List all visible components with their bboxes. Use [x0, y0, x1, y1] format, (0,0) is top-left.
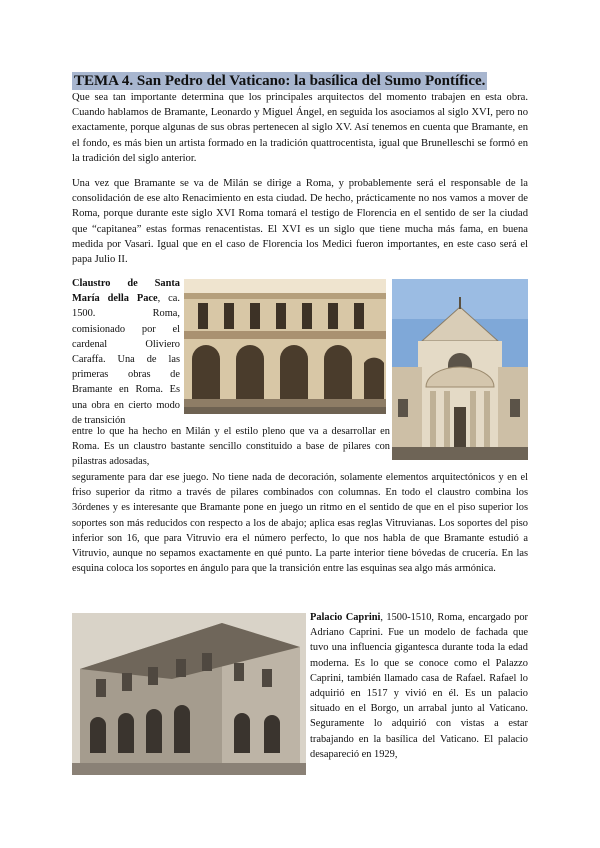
page-title: TEMA 4. San Pedro del Vaticano: la basílica del Sumo Pontífice.	[74, 73, 486, 89]
cloister-photo	[184, 279, 386, 414]
palazzo-caprini-image	[72, 613, 306, 775]
claustro-paragraph-middle: entre lo que ha hecho en Milán y el estilo pleno que va a desarrollar en Roma. Es un claustro bastante sencillo constituido a base de pilares con pilastras adosadas,	[72, 426, 390, 468]
claustro-paragraph-start	[72, 276, 180, 428]
palacio-name: Palacio Caprini	[310, 612, 381, 623]
palacio-paragraph	[310, 610, 528, 762]
church-facade-photo	[392, 279, 528, 460]
claustro-text-a: , ca. 1500. Roma, comisionado por el cardenal Oliviero Caraffa. Una de las primeras obras de Bramante en Roma. Es una obra en cierto modo de transición	[72, 293, 180, 426]
claustro-paragraph-end: seguramente para dar ese juego. No tiene nada de decoración, solamente elementos arquitectónicos y en el friso superior da ritmo a través de pilares combinados con columnas. En todo el claustro combina los 3órdenes y es interesante que Bramante pone en juego un ritmo en el sentido de que en el piso superior los soportes son más reducidos con respecto a los de abajo; aplica esas reglas Vitruvianas. Los soportes del piso inferior son 16, que para Vitruvio era el número perfecto, lo que nos habla de que Bramante estudió a Vitruvio, aunque no sepamos exactamente en qué punto. La parte interior tiene bóvedas de crucería. En las esquina coloca los soportes en ángulo para que la transición entre las esquinas sea algo más armónica.	[72, 472, 528, 575]
palacio-text: , 1500-1510, Roma, encargado por Adriano Caprini. Fue un modelo de fachada que tuvo una influencia gigantesca durante toda la edad moderna. Es lo que se conoce como el Palazzo Caprini, también llamado casa de Rafael. Rafael lo adquirió en 1517 y vivió en él. Es un palacio situado en el Borgo, un arrabal junto al Vaticano. Seguramente lo adquirió con vistas a estar trabajando en la basílica del Vaticano. El palacio desapareció en 1929,	[310, 612, 528, 760]
claustro-name: Claustro de Santa María della Pace	[72, 278, 180, 305]
intro-paragraph: Que sea tan importante determina que los principales arquitectos del momento trabajen en esta obra. Cuando hablamos de Bramante, Leonardo y Miguel Ángel, en seguida los asociamos al siglo XVI, pero no exactamente, porque algunas de sus obras pertenecen al siglo XV. Así tenemos en cuenta que Bramante, en el fondo, es más bien un artista formado en la tradición quattrocentista, igual que Brunelleschi se formó en la tradición del siglo anterior.	[72, 92, 528, 164]
rome-paragraph: Una vez que Bramante se va de Milán se dirige a Roma, y probablemente será el responsable de la consolidación de ese alto Renacimiento en esta ciudad. De hecho, prácticamente no nos vamos a mover de Roma, porque durante este siglo XVI Roma tomará el testigo de Florencia en el sentido de ser la ciudad que “capitanea” estas formas renacentistas. El XVI es un siglo que tiene mucha más fama, en buena medida por Vasari. Igual que en el caso de Florencia los Medici fueron importantes, en este caso será el papa Julio II.	[72, 178, 528, 266]
